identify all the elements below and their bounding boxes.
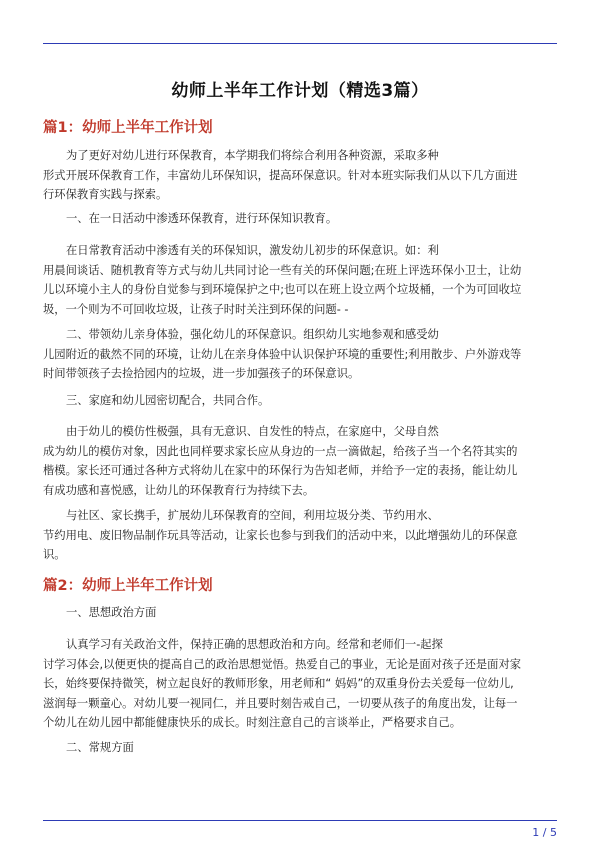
section-1-paragraph-2 — [43, 209, 563, 229]
text-line: 行环保教育实践与探索。 — [43, 188, 168, 201]
text-line: 长，始终要保持微笑，树立起良好的教师形象，用老师和“ 妈妈”的双重身份去关爱每一位幼儿, — [43, 677, 514, 690]
text-line: 在日常教育活动中渗透有关的环保知识，激发幼儿初步的环保意识。如：利 — [66, 244, 439, 257]
section-1-paragraph-1 — [43, 146, 563, 205]
section-1-paragraph-7 — [43, 506, 563, 565]
text-line: 用晨间谈话、随机教育等方式与幼儿共同讨论一些有关的环保问题;在班上评选环保小卫士，让幼 — [43, 263, 522, 277]
text-line: 二、带领幼儿亲身体验，强化幼儿的环保意识。组织幼儿实地参观和感受幼 — [66, 328, 439, 341]
text-line: 一、思想政治方面 — [66, 606, 157, 619]
section-1-paragraph-5 — [43, 391, 563, 411]
text-line: 三、家庭和幼儿园密切配合，共同合作。 — [66, 394, 270, 407]
text-line: 二、常规方面 — [66, 741, 134, 754]
document-title: 幼师上半年工作计划（精选3篇） — [171, 81, 429, 101]
footer-rule — [43, 820, 557, 821]
text-line: 形式开展环保教育工作，丰富幼儿环保知识，提高环保意识。针对本班实际我们从以下几方面进 — [43, 168, 518, 182]
text-line: 由于幼儿的模仿性极强，具有无意识、自发性的特点，在家庭中，父母自然 — [66, 425, 439, 438]
section-2-paragraph-3 — [43, 738, 563, 758]
text-line: 楷模。家长还可通过各种方式将幼儿在家中的环保行为告知老师，并给予一定的表扬，能让幼儿 — [43, 464, 518, 477]
section-2-heading: 篇2：幼师上半年工作计划 — [43, 578, 213, 594]
section-2-paragraph-1 — [43, 603, 563, 623]
section-1-paragraph-4 — [43, 325, 563, 384]
text-line: 讨学习体会,以便更快的提高自己的政治思想觉悟。热爱自己的事业，无论是面对孩子还是面对家 — [43, 657, 522, 671]
text-line: 滋润每一颗童心。对幼儿要一视同仁，并且要时刻告戒自己，一切要从孩子的角度出发，让每一 — [43, 696, 518, 710]
text-line: 为了更好对幼儿进行环保教育，本学期我们将综合利用各种资源，采取多种 — [66, 149, 439, 162]
text-line: 一、在一日活动中渗透环保教育，进行环保知识教育。 — [66, 212, 338, 225]
text-line: 时间带领孩子去捡拾园内的垃圾，进一步加强孩子的环保意识。 — [43, 367, 360, 380]
text-line: 与社区、家长携手，扩展幼儿环保教育的空间，利用垃圾分类、节约用水、 — [66, 509, 439, 522]
text-line: 圾，一个则为不可回收垃圾，让孩子时时关注到环保的问题- - — [43, 302, 349, 316]
text-line: 个幼儿在幼儿园中都能健康快乐的成长。时刻注意自己的言谈举止，严格要求自己。 — [43, 716, 461, 729]
text-line: 认真学习有关政治文件，保持正确的思想政治和方向。经常和老师们一-起探 — [66, 638, 443, 651]
section-2-paragraph-2 — [43, 635, 563, 733]
section-1-paragraph-3 — [43, 241, 563, 319]
page-number: 1 / 5 — [532, 826, 557, 839]
text-line: 节约用电、废旧物品制作玩具等活动，让家长也参与到我们的活动中来，以此增强幼儿的环保意 — [43, 528, 518, 542]
text-line: 识。 — [43, 548, 66, 561]
text-line: 儿园附近的截然不同的环境，让幼儿在亲身体验中认识保护环境的重要性;利用散步、户外游戏等 — [43, 347, 522, 361]
section-1-paragraph-6 — [43, 422, 563, 500]
text-line: 有成功感和喜悦感，让幼儿的环保教育行为持续下去。 — [43, 483, 315, 497]
text-line: 儿以环境小主人的身份自觉参与到环境保护之中;也可以在班上设立两个垃圾桶，一个为可回收垃 — [43, 283, 522, 296]
header-rule — [43, 43, 557, 44]
text-line: 成为幼儿的模仿对象，因此也同样要求家长应从身边的一点一滴做起，给孩子当一个名符其实的 — [43, 444, 518, 458]
section-1-heading: 篇1：幼师上半年工作计划 — [43, 120, 213, 136]
